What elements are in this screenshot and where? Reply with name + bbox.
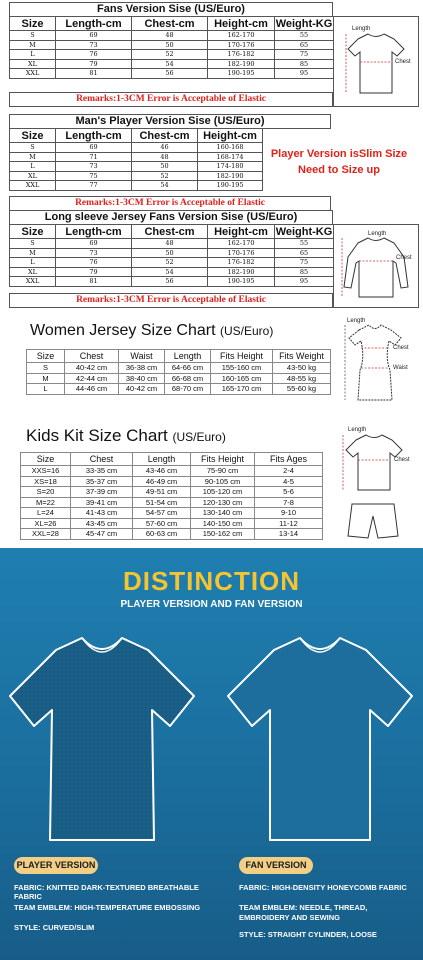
cell: 2-4 — [255, 466, 323, 477]
cell: 49-51 cm — [133, 487, 191, 498]
cell: XXL — [10, 277, 56, 287]
cell: S — [27, 363, 65, 374]
header-cell: Waist — [119, 350, 165, 363]
cell: 52 — [132, 171, 198, 181]
kids-region: (US/Euro) — [172, 430, 226, 444]
length-label: Length — [352, 26, 371, 32]
table-row — [21, 466, 323, 477]
header-cell: Weight-KG — [275, 17, 333, 30]
longsleeve-diagram-icon — [334, 225, 418, 307]
header-cell: Fits Weight — [273, 350, 331, 363]
player-version-pill: PLAYER VERSION — [14, 857, 98, 874]
cell: 57-60 cm — [133, 518, 191, 529]
cell: 45-47 cm — [71, 529, 133, 540]
cell: 75 — [275, 50, 334, 60]
banner-subtitle: PLAYER VERSION AND FAN VERSION — [120, 599, 303, 610]
header-cell: Size — [27, 350, 65, 363]
cell: 90-105 cm — [191, 476, 255, 487]
cell: S — [10, 239, 56, 249]
fan-emblem-line2: EMBROIDERY AND SEWING — [239, 913, 340, 922]
fan-jersey-icon — [222, 630, 418, 850]
cell: 81 — [56, 69, 132, 79]
table-row — [21, 497, 323, 508]
table-row — [10, 248, 334, 258]
header-cell: Chest-cm — [132, 17, 208, 31]
player-title: Man's Player Version Sise (US/Euro) — [9, 114, 331, 129]
table-row — [27, 363, 331, 374]
table-row — [10, 143, 263, 153]
cell: 48 — [132, 239, 208, 249]
cell: XL — [10, 267, 56, 277]
cell: 46 — [132, 143, 198, 153]
cell: L — [10, 50, 56, 60]
header-cell: Length-cm — [56, 129, 132, 143]
cell: 48-55 kg — [273, 373, 331, 384]
chest-label: Chest — [394, 457, 410, 463]
cell: 76 — [56, 258, 132, 268]
cell: M — [27, 373, 65, 384]
cell: 43-50 kg — [273, 363, 331, 374]
table-row — [10, 40, 334, 50]
header-cell: Chest — [71, 453, 133, 466]
cell: 162-170 — [208, 239, 275, 249]
fans-table — [9, 16, 334, 79]
header-cell: Length-cm — [56, 17, 132, 31]
header-cell: Height-cm — [208, 225, 275, 239]
cell: 39-41 cm — [71, 497, 133, 508]
table-row — [21, 476, 323, 487]
cell: 182-190 — [208, 59, 275, 69]
cell: 44-46 cm — [65, 384, 119, 395]
length-label: Length — [348, 427, 367, 433]
cell: 48 — [132, 152, 198, 162]
cell: 40-42 cm — [65, 363, 119, 374]
header-cell: Height-cm — [208, 17, 275, 31]
cell: 75-90 cm — [191, 466, 255, 477]
cell: M — [10, 40, 56, 50]
cell: 54 — [132, 267, 208, 277]
women-header-row — [27, 350, 331, 363]
cell: 160-165 cm — [211, 373, 273, 384]
cell: 65 — [275, 248, 334, 258]
header-cell: Chest-cm — [132, 225, 208, 239]
cell: 79 — [56, 59, 132, 69]
player-slim-note: Player Version isSlim Size Need to Size up — [270, 148, 408, 176]
player-jersey-icon — [4, 630, 200, 850]
table-row — [10, 239, 334, 249]
cell: 38-40 cm — [119, 373, 165, 384]
cell: S — [10, 31, 56, 41]
cell: 36-38 cm — [119, 363, 165, 374]
cell: 55 — [275, 239, 334, 249]
cell: 75 — [56, 171, 132, 181]
cell: 76 — [56, 50, 132, 60]
cell: XL=26 — [21, 518, 71, 529]
cell: 85 — [275, 59, 334, 69]
chest-label: Chest — [396, 255, 412, 261]
cell: 150-162 cm — [191, 529, 255, 540]
cell: 40-42 cm — [119, 384, 165, 395]
length-label: Length — [368, 231, 387, 237]
longsleeve-title: Long sleeve Jersey Fans Version Sise (US/Euro) — [9, 210, 333, 225]
cell: 105-120 cm — [191, 487, 255, 498]
cell: 37-39 cm — [71, 487, 133, 498]
cell: 13-14 — [255, 529, 323, 540]
table-row — [10, 277, 334, 287]
cell: 35-37 cm — [71, 476, 133, 487]
table-row — [27, 384, 331, 395]
cell: 190-195 — [208, 69, 275, 79]
cell: 176-182 — [208, 50, 275, 60]
cell: 170-176 — [208, 248, 275, 258]
cell: S — [10, 143, 56, 153]
cell: 56 — [132, 69, 208, 79]
table-row — [10, 152, 263, 162]
cell: 190-195 — [208, 277, 275, 287]
cell: 190-195 — [198, 181, 263, 191]
cell: 81 — [56, 277, 132, 287]
cell: 54 — [132, 59, 208, 69]
cell: XXL=28 — [21, 529, 71, 540]
kids-title — [26, 426, 226, 446]
cell: L=24 — [21, 508, 71, 519]
cell: 130-140 cm — [191, 508, 255, 519]
cell: 73 — [56, 162, 132, 172]
player-remark: Remarks:1-3CM Error is Acceptable of Elastic — [9, 196, 331, 211]
header-cell: Size — [21, 453, 71, 466]
cell: 174-180 — [198, 162, 263, 172]
table-row — [10, 69, 334, 79]
cell: 4-5 — [255, 476, 323, 487]
cell: 79 — [56, 267, 132, 277]
cell: 71 — [56, 152, 132, 162]
cell: 9-10 — [255, 508, 323, 519]
waist-label: Waist — [393, 365, 408, 371]
cell: 165-170 cm — [211, 384, 273, 395]
cell: 170-176 — [208, 40, 275, 50]
women-title — [30, 322, 273, 340]
women-region: (US/Euro) — [220, 324, 274, 338]
cell: 51-54 cm — [133, 497, 191, 508]
header-cell: Fits Ages — [255, 453, 323, 466]
cell: 55-60 kg — [273, 384, 331, 395]
cell: M=22 — [21, 497, 71, 508]
women-table — [26, 349, 331, 395]
player-style: STYLE: CURVED/SLIM — [14, 923, 95, 932]
cell: 33-35 cm — [71, 466, 133, 477]
kids-figure — [334, 420, 418, 544]
length-label: Length — [347, 318, 366, 324]
cell: 52 — [132, 50, 208, 60]
player-fabric: FABRIC: KNITTED DARK-TEXTURED BREATHABLE FABRIC — [14, 883, 199, 901]
cell: 69 — [56, 31, 132, 41]
cell: 50 — [132, 248, 208, 258]
cell: 55 — [275, 31, 334, 41]
cell: 50 — [132, 40, 208, 50]
cell: 64-66 cm — [165, 363, 211, 374]
cell: M — [10, 152, 56, 162]
cell: XS=18 — [21, 476, 71, 487]
fan-fabric: FABRIC: HIGH-DENSITY HONEYCOMB FABRIC — [239, 883, 407, 892]
header-cell: Size — [10, 17, 56, 31]
cell: 75 — [275, 258, 334, 268]
cell: 120-130 cm — [191, 497, 255, 508]
cell: S=20 — [21, 487, 71, 498]
header-cell: Weight-KG — [275, 225, 333, 238]
longsleeve-figure — [333, 224, 419, 308]
cell: 155-160 cm — [211, 363, 273, 374]
cell: 54-57 cm — [133, 508, 191, 519]
header-cell: Size — [10, 225, 56, 239]
cell: 95 — [275, 69, 334, 79]
cell: 69 — [56, 239, 132, 249]
longsleeve-table — [9, 224, 334, 287]
table-row — [10, 258, 334, 268]
cell: 73 — [56, 40, 132, 50]
cell: 56 — [132, 277, 208, 287]
cell: 50 — [132, 162, 198, 172]
kids-title-text: Kids Kit Size Chart — [26, 426, 168, 445]
cell: 95 — [275, 277, 334, 287]
header-cell: Fits Height — [191, 453, 255, 466]
header-cell: Length-cm — [56, 225, 132, 239]
cell: 176-182 — [208, 258, 275, 268]
cell: XL — [10, 171, 56, 181]
header-cell: Length — [133, 453, 191, 466]
cell: 46-49 cm — [133, 476, 191, 487]
cell: 54 — [132, 181, 198, 191]
cell: M — [10, 248, 56, 258]
women-tshirt-icon — [335, 314, 419, 410]
table-row — [21, 487, 323, 498]
cell: 73 — [56, 248, 132, 258]
header-cell: Size — [10, 129, 56, 143]
cell: 60-63 cm — [133, 529, 191, 540]
cell: L — [10, 258, 56, 268]
header-cell: Fits Height — [211, 350, 273, 363]
header-cell: Height-cm — [198, 129, 263, 143]
fans-tshirt-figure — [333, 16, 419, 107]
cell: 68-70 cm — [165, 384, 211, 395]
fan-style: STYLE: STRAIGHT CYLINDER, LOOSE — [239, 930, 377, 939]
cell: 66-68 cm — [165, 373, 211, 384]
longsleeve-header-row — [10, 225, 334, 239]
kids-table — [20, 452, 323, 540]
table-row — [10, 31, 334, 41]
cell: 77 — [56, 181, 132, 191]
table-row — [10, 181, 263, 191]
cell: 42-44 cm — [65, 373, 119, 384]
women-title-text: Women Jersey Size Chart — [30, 322, 216, 339]
table-row — [10, 59, 334, 69]
cell: 162-170 — [208, 31, 275, 41]
cell: XL — [10, 59, 56, 69]
table-row — [27, 373, 331, 384]
cell: XXL — [10, 181, 56, 191]
fan-emblem-line1: TEAM EMBLEM: NEEDLE, THREAD, — [239, 903, 368, 912]
player-table — [9, 128, 263, 191]
table-row — [10, 267, 334, 277]
banner-title: DISTINCTION — [122, 566, 301, 596]
table-row — [21, 518, 323, 529]
cell: 48 — [132, 31, 208, 41]
fan-version-pill: FAN VERSION — [239, 857, 313, 874]
cell: L — [27, 384, 65, 395]
header-cell: Chest-cm — [132, 129, 198, 143]
table-row — [10, 50, 334, 60]
cell: XXS=16 — [21, 466, 71, 477]
chest-label: Chest — [393, 345, 409, 351]
cell: 11-12 — [255, 518, 323, 529]
player-emblem: TEAM EMBLEM: HIGH-TEMPERATURE EMBOSSING — [14, 903, 201, 912]
table-row — [10, 171, 263, 181]
header-cell: Chest — [65, 350, 119, 363]
fans-remark: Remarks:1-3CM Error is Acceptable of Elastic — [9, 92, 333, 107]
table-row — [10, 162, 263, 172]
cell: 52 — [132, 258, 208, 268]
cell: 5-6 — [255, 487, 323, 498]
cell: 7-8 — [255, 497, 323, 508]
table-row — [21, 529, 323, 540]
cell: 41-43 cm — [71, 508, 133, 519]
fans-header-row — [10, 17, 334, 31]
women-figure — [335, 314, 419, 410]
player-header-row — [10, 129, 263, 143]
kids-header-row — [21, 453, 323, 466]
cell: 168-174 — [198, 152, 263, 162]
cell: 182-190 — [208, 267, 275, 277]
distinction-banner — [0, 548, 423, 960]
cell: 140-150 cm — [191, 518, 255, 529]
cell: 43-46 cm — [133, 466, 191, 477]
table-row — [21, 508, 323, 519]
header-cell: Length — [165, 350, 211, 363]
chest-label: Chest — [395, 59, 411, 65]
fans-title: Fans Version Sise (US/Euro) — [9, 2, 333, 17]
cell: 160-168 — [198, 143, 263, 153]
cell: XXL — [10, 69, 56, 79]
cell: 69 — [56, 143, 132, 153]
cell: 85 — [275, 267, 334, 277]
longsleeve-remark: Remarks:1-3CM Error is Acceptable of Elastic — [9, 293, 333, 308]
cell: 65 — [275, 40, 334, 50]
cell: 182-190 — [198, 171, 263, 181]
cell: L — [10, 162, 56, 172]
cell: 43-45 cm — [71, 518, 133, 529]
kids-kit-icon — [334, 420, 418, 544]
